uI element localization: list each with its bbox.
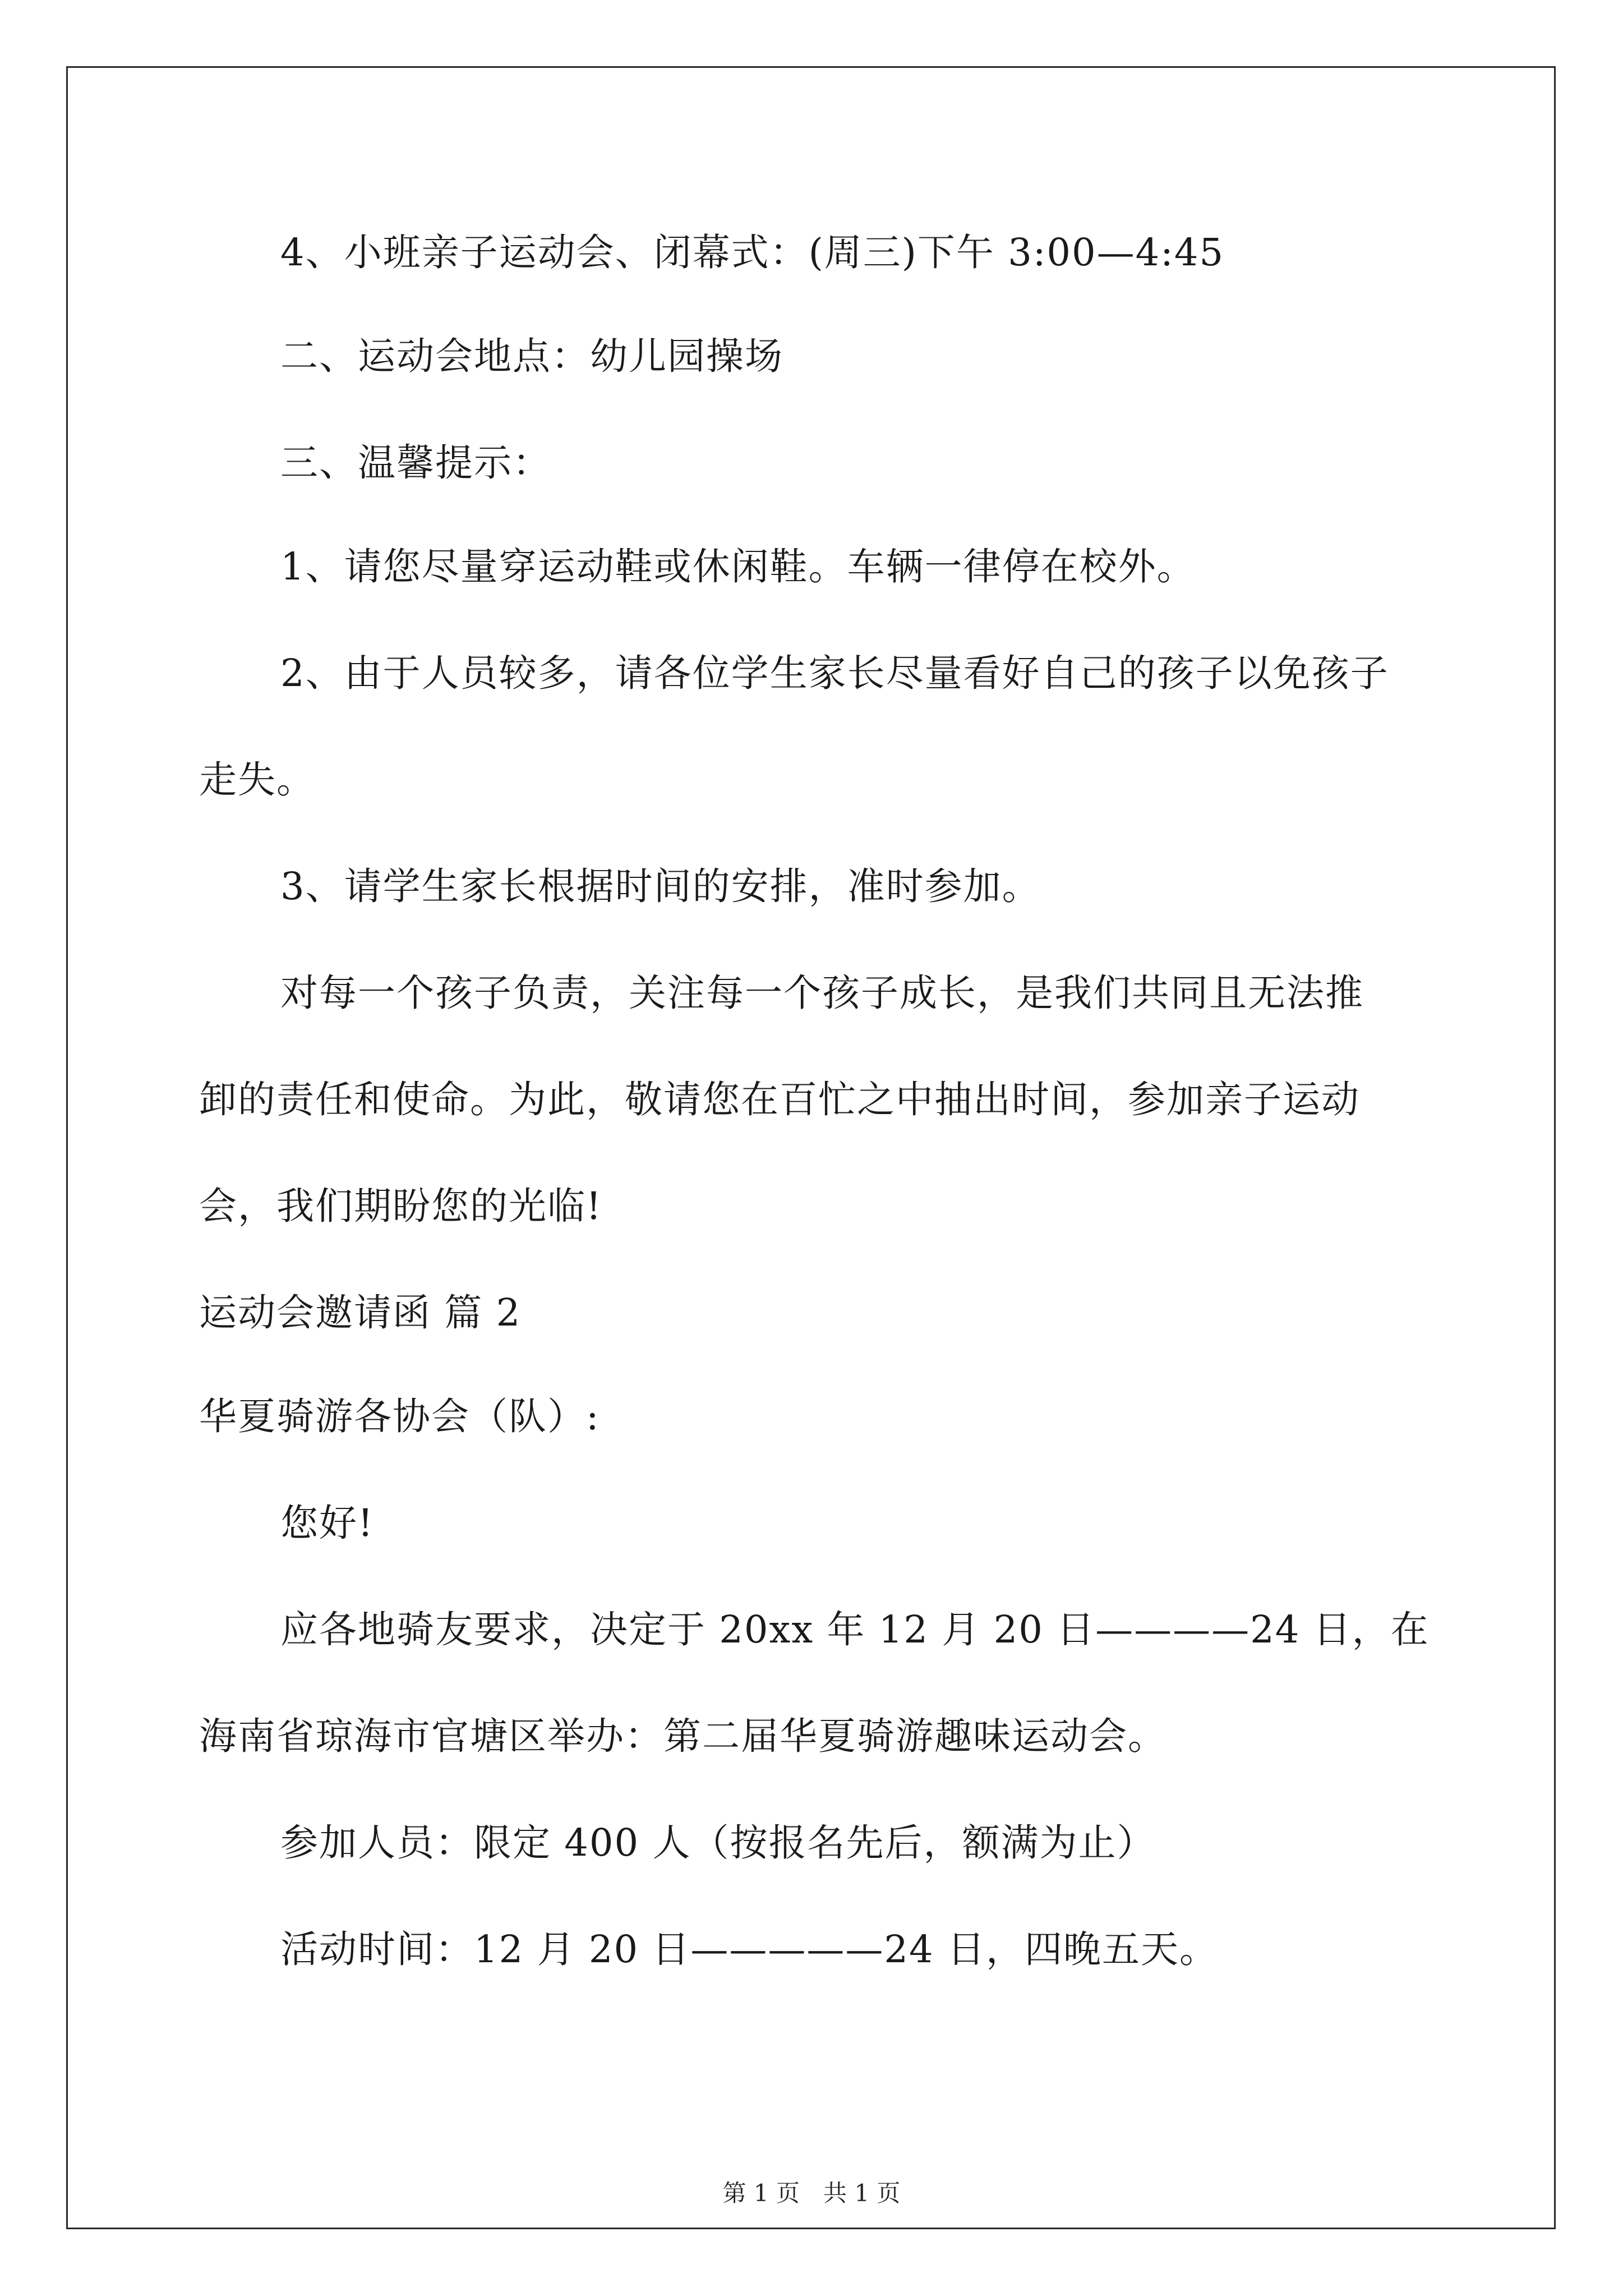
text-line-15: 海南省琼海市官塘区举办：第二届华夏骑游趣味运动会。 [199,1714,1166,1758]
text-line-7: 3、请学生家长根据时间的安排，准时参加。 [280,864,1041,908]
text-line-3: 三、温馨提示： [280,441,551,485]
greeting: 您好! [280,1501,374,1545]
text-line-1: 4、小班亲子运动会、闭幕式：(周三)下午 3:00—4:45 [280,231,1225,274]
page-border [66,66,1556,2229]
page-number-footer: 第 1 页 共 1 页 [722,2179,901,2207]
text-line-4: 1、请您尽量穿运动鞋或休闲鞋。车辆一律停在校外。 [280,545,1196,588]
text-line-9: 卸的责任和使命。为此，敬请您在百忙之中抽出时间，参加亲子运动 [199,1078,1360,1121]
text-line-16: 参加人员：限定 400 人（按报名先后，额满为止） [280,1821,1156,1865]
text-line-5: 2、由于人员较多，请各位学生家长尽量看好自己的孩子以免孩子 [280,651,1389,695]
text-line-2: 二、运动会地点：幼儿园操场 [280,334,783,378]
text-line-17: 活动时间：12 月 20 日—————24 日，四晚五天。 [280,1927,1218,1971]
text-line-10: 会，我们期盼您的光临! [199,1184,602,1228]
section-heading: 运动会邀请函 篇 2 [199,1291,522,1335]
text-line-14: 应各地骑友要求，决定于 20xx 年 12 月 20 日————24 日，在 [280,1608,1430,1651]
text-line-6: 走失。 [199,758,315,802]
text-line-8: 对每一个孩子负责，关注每一个孩子成长，是我们共同且无法推 [280,971,1364,1015]
salutation-recipient: 华夏骑游各协会（队）: [199,1395,600,1438]
